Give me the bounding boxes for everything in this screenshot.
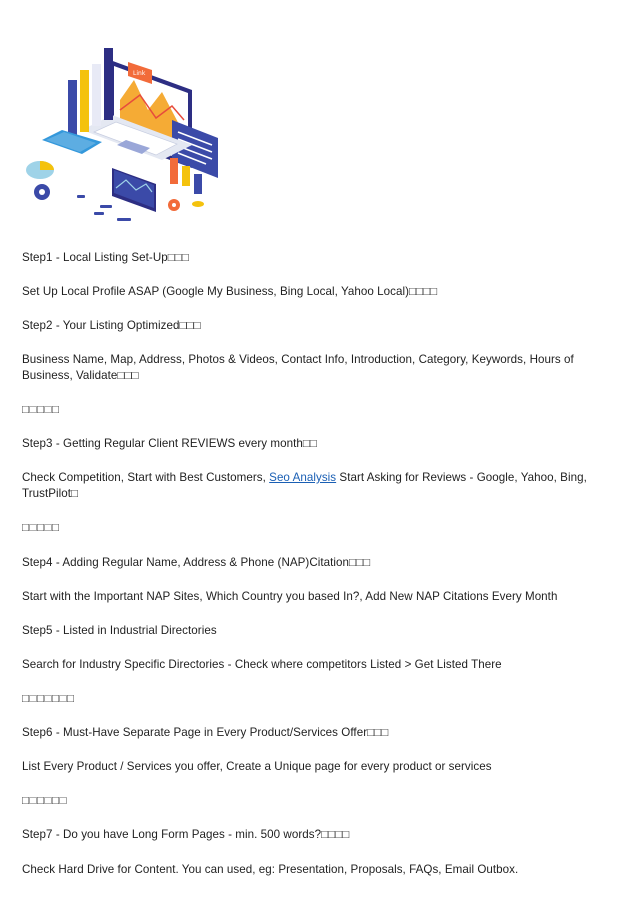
- step3-description-before: Check Competition, Start with Best Customers,: [22, 471, 270, 484]
- step4-description: Start with the Important NAP Sites, Which Country you based In?, Add New NAP Citations Every Month: [22, 590, 558, 603]
- link-badge-text: Link: [133, 70, 146, 77]
- pie-chart-icon: [26, 161, 54, 179]
- step6-description: List Every Product / Services you offer, Create a Unique page for every product or services: [22, 760, 492, 773]
- step5-description: Search for Industry Specific Directories - Check where competitors Listed > Get Listed There: [22, 658, 502, 671]
- step2-description: Business Name, Map, Address, Photos & Videos, Contact Info, Introduction, Category, Keywords, Hours of Business, Validate□□□: [22, 353, 574, 382]
- step5-heading: Step5 - Listed in Industrial Directories: [22, 624, 217, 637]
- step7-description: Check Hard Drive for Content. You can used, eg: Presentation, Proposals, FAQs, Email Outbox.: [22, 863, 519, 876]
- step4-heading: Step4 - Adding Regular Name, Address & Phone (NAP)Citation□□□: [22, 556, 371, 569]
- step3-description-after: Start Asking for Reviews - Google, Yahoo, Bing, TrustPilot□: [22, 471, 587, 500]
- analytics-panel-icon: [112, 168, 156, 212]
- step6-heading: Step6 - Must-Have Separate Page in Every Product/Services Offer□□□: [22, 726, 389, 739]
- placeholder-glyphs: □□□□□□: [22, 794, 68, 807]
- step1-description: Set Up Local Profile ASAP (Google My Business, Bing Local, Yahoo Local)□□□□: [22, 285, 438, 298]
- step2-heading: Step2 - Your Listing Optimized□□□: [22, 319, 201, 332]
- seo-analysis-link[interactable]: Seo Analysis: [269, 471, 337, 484]
- placeholder-glyphs: □□□□□□□: [22, 692, 75, 705]
- step3-heading: Step3 - Getting Regular Client REVIEWS every month□□: [22, 437, 317, 450]
- step3-description: [22, 470, 597, 502]
- placeholder-glyphs: □□□□□: [22, 403, 60, 416]
- step7-heading: Step7 - Do you have Long Form Pages - min. 500 words?□□□□: [22, 828, 350, 841]
- step1-heading: Step1 - Local Listing Set-Up□□□: [22, 251, 189, 264]
- placeholder-glyphs: □□□□□: [22, 521, 60, 534]
- seo-analytics-illustration: [22, 40, 236, 230]
